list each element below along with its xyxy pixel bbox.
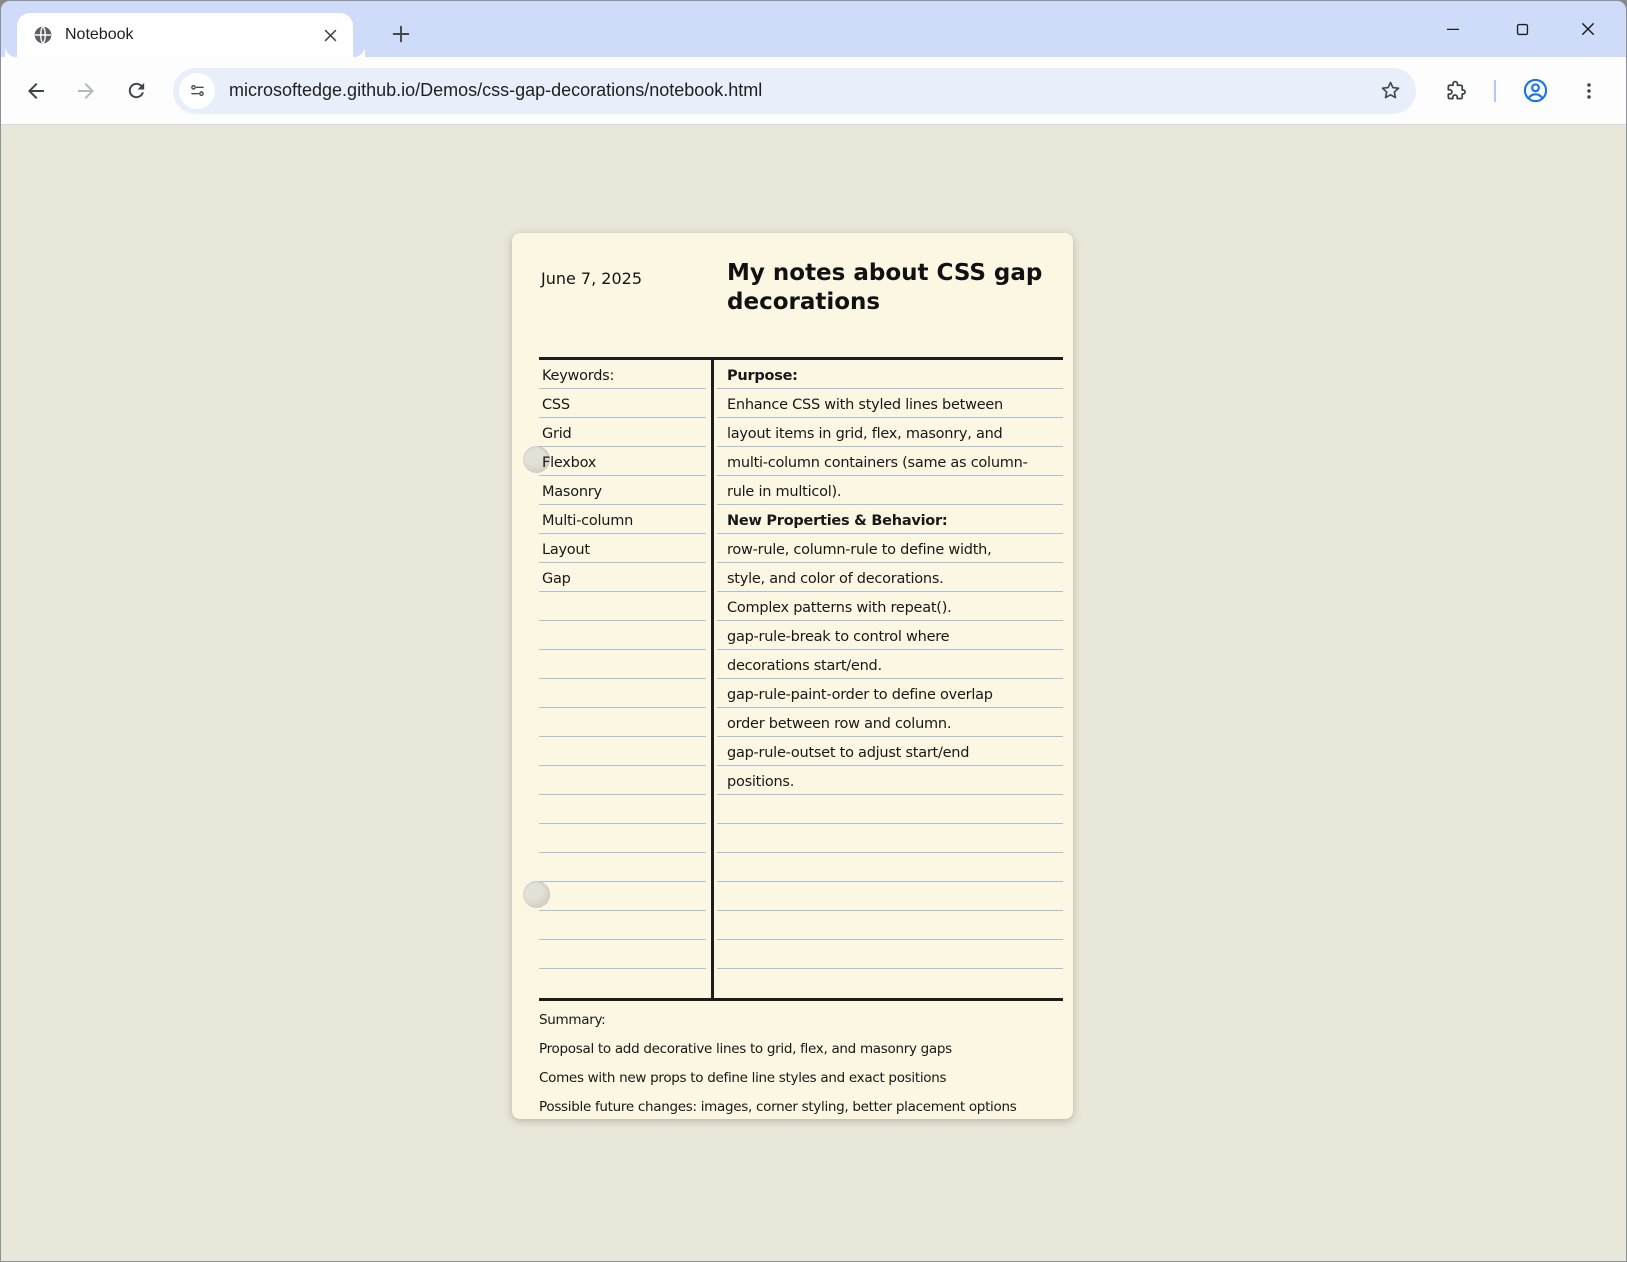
keyword-row: Gap	[539, 563, 706, 592]
site-settings-tune-icon[interactable]	[179, 73, 215, 109]
note-row: row-rule, column-rule to define width,	[717, 534, 1063, 563]
ruled-line-row	[717, 795, 1063, 824]
note-row: style, and color of decorations.	[717, 563, 1063, 592]
bookmark-star-icon[interactable]	[1370, 71, 1410, 111]
ruled-line-row	[539, 766, 706, 795]
summary-lines	[539, 1028, 1065, 1115]
ruled-line-row	[539, 795, 706, 824]
note-row: Complex patterns with repeat().	[717, 592, 1063, 621]
note-row: rule in multicol).	[717, 476, 1063, 505]
keyword-row: CSS	[539, 389, 706, 418]
tab-close-icon[interactable]	[317, 22, 343, 48]
notes-column	[714, 360, 1063, 998]
note-row: gap-rule-paint-order to define overlap	[717, 679, 1063, 708]
window-maximize-button[interactable]	[1499, 9, 1545, 49]
ruled-line-row	[539, 969, 706, 998]
ruled-line-row	[539, 853, 706, 882]
ruled-line-row	[717, 969, 1063, 998]
note-row: order between row and column.	[717, 708, 1063, 737]
ruled-line-row	[717, 940, 1063, 969]
window-close-button[interactable]	[1565, 9, 1611, 49]
note-row: Enhance CSS with styled lines between	[717, 389, 1063, 418]
note-row: gap-rule-outset to adjust start/end	[717, 737, 1063, 766]
ruled-line-row	[539, 679, 706, 708]
ruled-line-row	[717, 853, 1063, 882]
new-tab-button[interactable]	[385, 18, 417, 50]
ruled-line-row	[717, 824, 1063, 853]
keyword-row: Flexbox	[539, 447, 706, 476]
ruled-line-row	[539, 621, 706, 650]
address-bar[interactable]	[173, 68, 1416, 114]
window-minimize-button[interactable]	[1430, 9, 1476, 49]
keyword-row: Keywords:	[539, 360, 706, 389]
note-row: Purpose:	[717, 360, 1063, 389]
summary-line: Proposal to add decorative lines to grid, flex, and masonry gaps	[539, 1041, 952, 1057]
globe-icon	[33, 25, 53, 45]
notes-table	[539, 357, 1063, 1001]
notebook-card	[512, 233, 1073, 1119]
profile-account-icon[interactable]	[1514, 70, 1556, 112]
note-date: June 7, 2025	[541, 269, 642, 288]
keywords-column	[539, 360, 714, 998]
extensions-puzzle-icon[interactable]	[1434, 70, 1476, 112]
menu-three-dots-icon[interactable]	[1568, 70, 1610, 112]
note-row: multi-column containers (same as column-	[717, 447, 1063, 476]
note-title: My notes about CSS gap decorations	[727, 260, 1043, 315]
note-row: decorations start/end.	[717, 650, 1063, 679]
tab-notebook[interactable]	[17, 13, 353, 57]
url-text: microsoftedge.github.io/Demos/css-gap-decorations/notebook.html	[229, 80, 763, 100]
note-row: gap-rule-break to control where	[717, 621, 1063, 650]
note-row: positions.	[717, 766, 1063, 795]
ruled-line-row	[539, 824, 706, 853]
ruled-line-row	[539, 650, 706, 679]
note-row: layout items in grid, flex, masonry, and	[717, 418, 1063, 447]
note-row: New Properties & Behavior:	[717, 505, 1063, 534]
keyword-row: Grid	[539, 418, 706, 447]
ruled-line-row	[539, 911, 706, 940]
ruled-line-row	[717, 911, 1063, 940]
ruled-line-row	[717, 882, 1063, 911]
forward-arrow-icon[interactable]	[65, 70, 107, 112]
ruled-line-row	[539, 737, 706, 766]
ruled-line-row	[539, 882, 706, 911]
page-content	[1, 125, 1626, 1262]
ruled-line-row	[539, 940, 706, 969]
tab-title: Notebook	[65, 26, 134, 43]
toolbar-separator	[1494, 80, 1496, 102]
summary-line: Comes with new props to define line styles and exact positions	[539, 1070, 947, 1086]
keyword-row: Masonry	[539, 476, 706, 505]
browser-toolbar	[1, 57, 1626, 125]
back-arrow-icon[interactable]	[15, 70, 57, 112]
reload-icon[interactable]	[115, 70, 157, 112]
ruled-line-row	[539, 708, 706, 737]
tab-strip	[1, 1, 1626, 57]
summary-line: Possible future changes: images, corner styling, better placement options	[539, 1099, 1017, 1115]
keyword-row: Multi-column	[539, 505, 706, 534]
ruled-line-row	[539, 592, 706, 621]
keyword-row: Layout	[539, 534, 706, 563]
summary-label: Summary:	[539, 1012, 606, 1028]
summary-section	[539, 999, 1065, 1115]
